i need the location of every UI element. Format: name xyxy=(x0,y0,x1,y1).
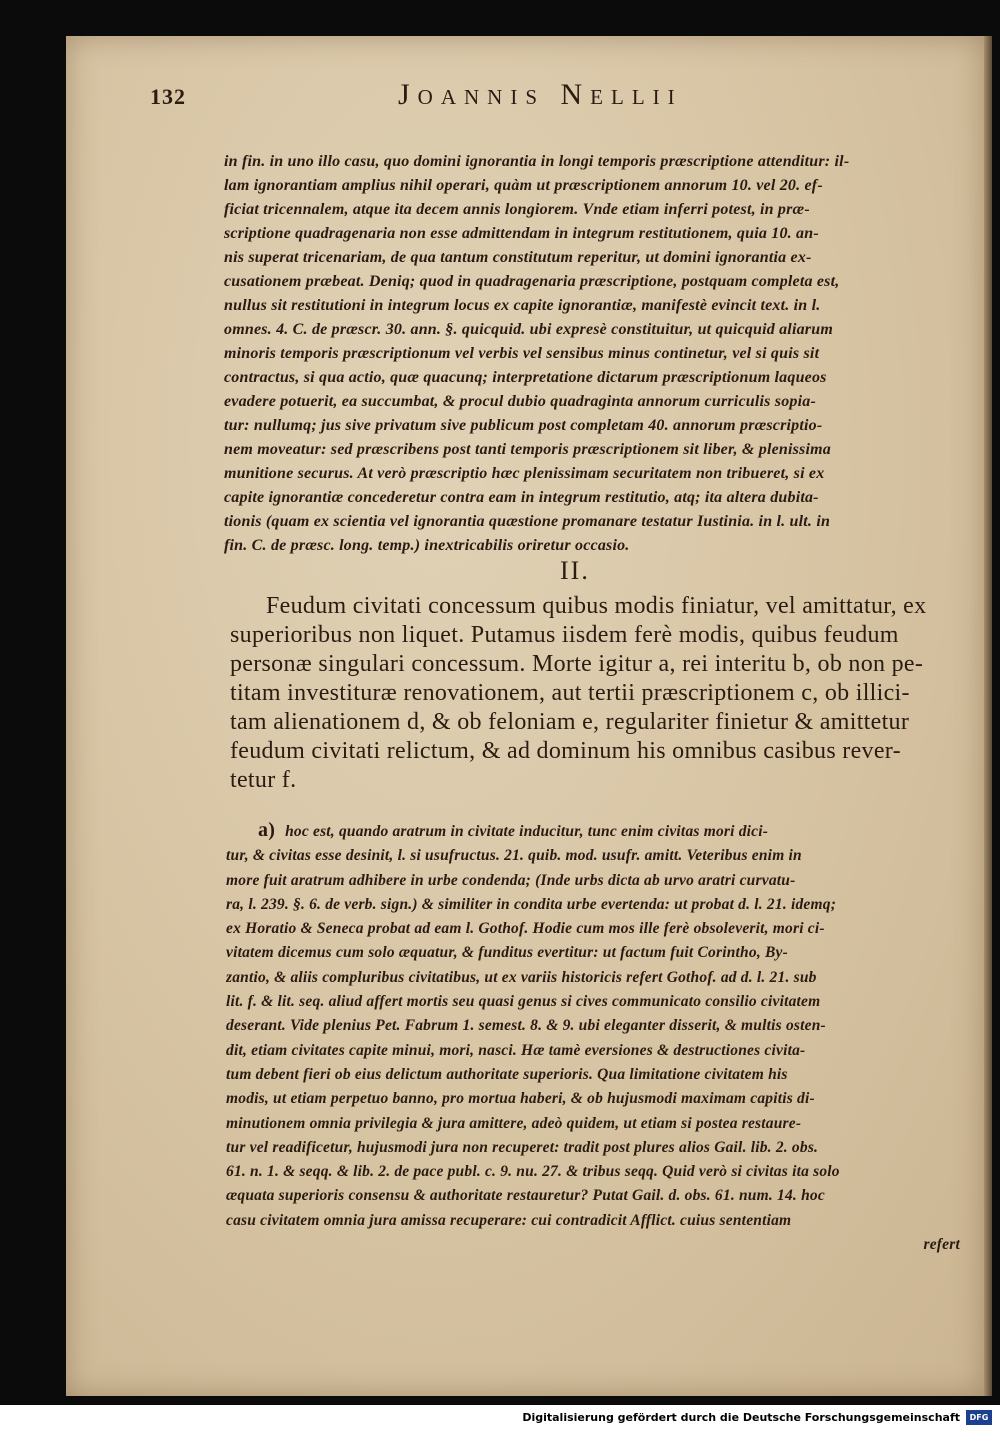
running-head xyxy=(150,76,940,120)
footnote-line xyxy=(226,1209,968,1233)
footnote-line xyxy=(226,1087,968,1111)
italic-text-line: in fin. in uno illo casu, quo domini ignorantia in longi temporis præscriptione attenditur: il- xyxy=(224,153,850,170)
footer-credit: Digitalisierung gefördert durch die Deutsche Forschungsgemeinschaft xyxy=(522,1411,960,1424)
footnote-text: ex Horatio & Seneca probat ad eam l. Gothof. Hodie cum mos ille ferè obsoleverit, mori ci- xyxy=(226,920,825,938)
italic-text-line: lam ignorantiam amplius nihil operari, quàm ut præscriptionem annorum 10. vel 20. ef- xyxy=(224,177,823,194)
footnote-text: casu civitatem omnia jura amissa recuperare: cui contradicit Afflict. cuius sententiam xyxy=(226,1211,792,1229)
italic-text-line: munitione securus. At verò præscriptio hæc plenissimam securitatem non tribueret, si ex xyxy=(224,465,825,482)
footnote-text: tur vel readificetur, hujusmodi jura non recuperet: tradit post plures alios Gail. lib. 2. obs. xyxy=(226,1138,819,1156)
footnote-line xyxy=(226,869,968,893)
main-text-line: Feudum civitati concessum quibus modis finiatur, vel amittatur, ex xyxy=(266,593,927,619)
main-text-line: titam investituræ renovationem, aut tertii præscriptionem c, ob illici- xyxy=(230,680,910,706)
footnote-line xyxy=(226,966,968,990)
page-edge xyxy=(984,36,992,1396)
italic-text-line: nis superat tricenariam, de qua tantum constitutum reperitur, ut domini ignorantia ex- xyxy=(224,249,812,266)
footnote-line xyxy=(226,1112,968,1136)
footnote-block xyxy=(226,818,968,1257)
footnote-text: 61. n. 1. & seqq. & lib. 2. de pace publ. c. 9. nu. 27. & tribus seqq. Quid verò si civitas ita solo xyxy=(226,1163,840,1181)
footnote-marker: a) xyxy=(258,819,276,841)
footnote-text: lit. f. & lit. seq. aliud affert mortis seu quasi genus si cives communicato consilio civitatem xyxy=(226,993,821,1011)
catchword: refert xyxy=(923,1236,960,1254)
main-text-line: superioribus non liquet. Putamus iisdem ferè modis, quibus feudum xyxy=(230,622,899,648)
footnote-text: deserant. Vide plenius Pet. Fabrum 1. semest. 8. & 9. ubi eleganter disserit, & multis osten- xyxy=(226,1017,826,1035)
italic-text-block xyxy=(224,150,964,558)
italic-text-line: capite ignorantiæ concederetur contra eam in integrum restitutio, atq; ita altera dubita- xyxy=(224,489,819,506)
footnote-text: vitatem dicemus cum solo æquatur, & funditus evertitur: ut factum fuit Corintho, By- xyxy=(226,944,788,962)
page-number: 132 xyxy=(150,84,186,109)
footnote-line xyxy=(226,917,968,941)
italic-text-line: omnes. 4. C. de præscr. 30. ann. §. quicquid. ubi expresè constituitur, ut quicquid aliarum xyxy=(224,321,833,338)
footnote-text: æquata superioris consensu & authoritate restauretur? Putat Gail. d. obs. 61. num. 14. hoc xyxy=(226,1187,825,1205)
footnote-text: minutionem omnia privilegia & jura amittere, adeò quidem, ut etiam si postea restaure- xyxy=(226,1114,802,1132)
italic-text-line: tur: nullumq; jus sive privatum sive publicum post completam 40. annorum præscriptio- xyxy=(224,417,823,434)
footnote-line xyxy=(226,941,968,965)
main-paragraph xyxy=(230,592,970,795)
italic-text-line: fin. C. de præsc. long. temp.) inextricabilis oriretur occasio. xyxy=(224,537,630,554)
footnote-text: hoc est, quando aratrum in civitate inducitur, tunc enim civitas mori dici- xyxy=(285,823,769,840)
italic-text-line: nullus sit restitutioni in integrum locus ex capite ignorantiæ, manifestè evincit text. in l. xyxy=(224,297,821,314)
footnote-line xyxy=(226,1136,968,1160)
main-text-line: tetur f. xyxy=(230,767,297,793)
main-text-line: personæ singulari concessum. Morte igitur a, rei interitu b, ob non pe- xyxy=(230,651,924,677)
section-number: II. xyxy=(560,556,590,585)
footnote-line xyxy=(226,893,968,917)
italic-text-line: ficiat tricennalem, atque ita decem annis longiorem. Vnde etiam inferri potest, in præ- xyxy=(224,201,810,218)
footnote-line xyxy=(226,844,968,868)
footnote-text: tur, & civitas esse desinit, l. si usufructus. 21. quib. mod. usufr. amitt. Veteribus enim in xyxy=(226,847,802,865)
footnote-line xyxy=(226,1014,968,1038)
footnote-text: dit, etiam civitates capite minui, mori, nasci. Hæ tamè eversiones & destructiones civita- xyxy=(226,1041,806,1059)
footnote-line xyxy=(226,990,968,1014)
running-title: Joannis Nellii xyxy=(398,78,683,111)
footnote-line xyxy=(226,1160,968,1184)
main-text-line: feudum civitati relictum, & ad dominum his omnibus casibus rever- xyxy=(230,738,901,764)
italic-text-line: cusationem præbeat. Deniq; quod in quadragenaria præscriptione, postquam completa est, xyxy=(224,273,840,290)
footnote-text: ra, l. 239. §. 6. de verb. sign.) & similiter in condita urbe evertenda: ut probat d. l. 21. idemq; xyxy=(226,895,837,913)
footnote-line xyxy=(226,1184,968,1208)
italic-text-line: minoris temporis præscriptionum vel verbis vel sensibus minus continetur, vel si quis sit xyxy=(224,345,820,362)
footnote-text: zantio, & aliis compluribus civitatibus, ut ex variis historicis refert Gothof. ad d. l. 21. sub xyxy=(226,968,817,986)
italic-text-line: scriptione quadragenaria non esse admittendam in integrum restitutionem, quia 10. an- xyxy=(224,225,819,242)
footnote-line xyxy=(226,1039,968,1063)
footnote-line xyxy=(226,1063,968,1087)
footnote-text: tum debent fieri ob eius delictum authoritate superioris. Qua limitatione civitatem his xyxy=(226,1065,788,1083)
italic-text-line: contractus, si qua actio, quæ quacunq; interpretatione dictarum præscriptionum laqueos xyxy=(224,369,827,386)
footnote-text: more fuit aratrum adhibere in urbe condenda; (Inde urbs dicta ab urvo aratri curvatu- xyxy=(226,871,796,889)
italic-text-line: tionis (quam ex scientia vel ignorantia quæstione promanare testatur Iustinia. in l. ult. in xyxy=(224,513,831,530)
italic-text-line: nem moveatur: sed præscribens post tanti temporis præscriptionem sit liber, & plenissima xyxy=(224,441,831,458)
footer-bar xyxy=(0,1405,1000,1431)
footnote-text: modis, ut etiam perpetuo banno, pro mortua haberi, & ob hujusmodi maximam capitis di- xyxy=(226,1090,815,1108)
dfg-logo: DFG xyxy=(966,1410,992,1425)
footnote-line xyxy=(226,818,968,844)
main-text-line: tam alienationem d, & ob feloniam e, regulariter finietur & amittetur xyxy=(230,709,910,735)
italic-text-line: evadere potuerit, ea succumbat, & procul dubio quadraginta annorum curriculis sopia- xyxy=(224,393,816,410)
